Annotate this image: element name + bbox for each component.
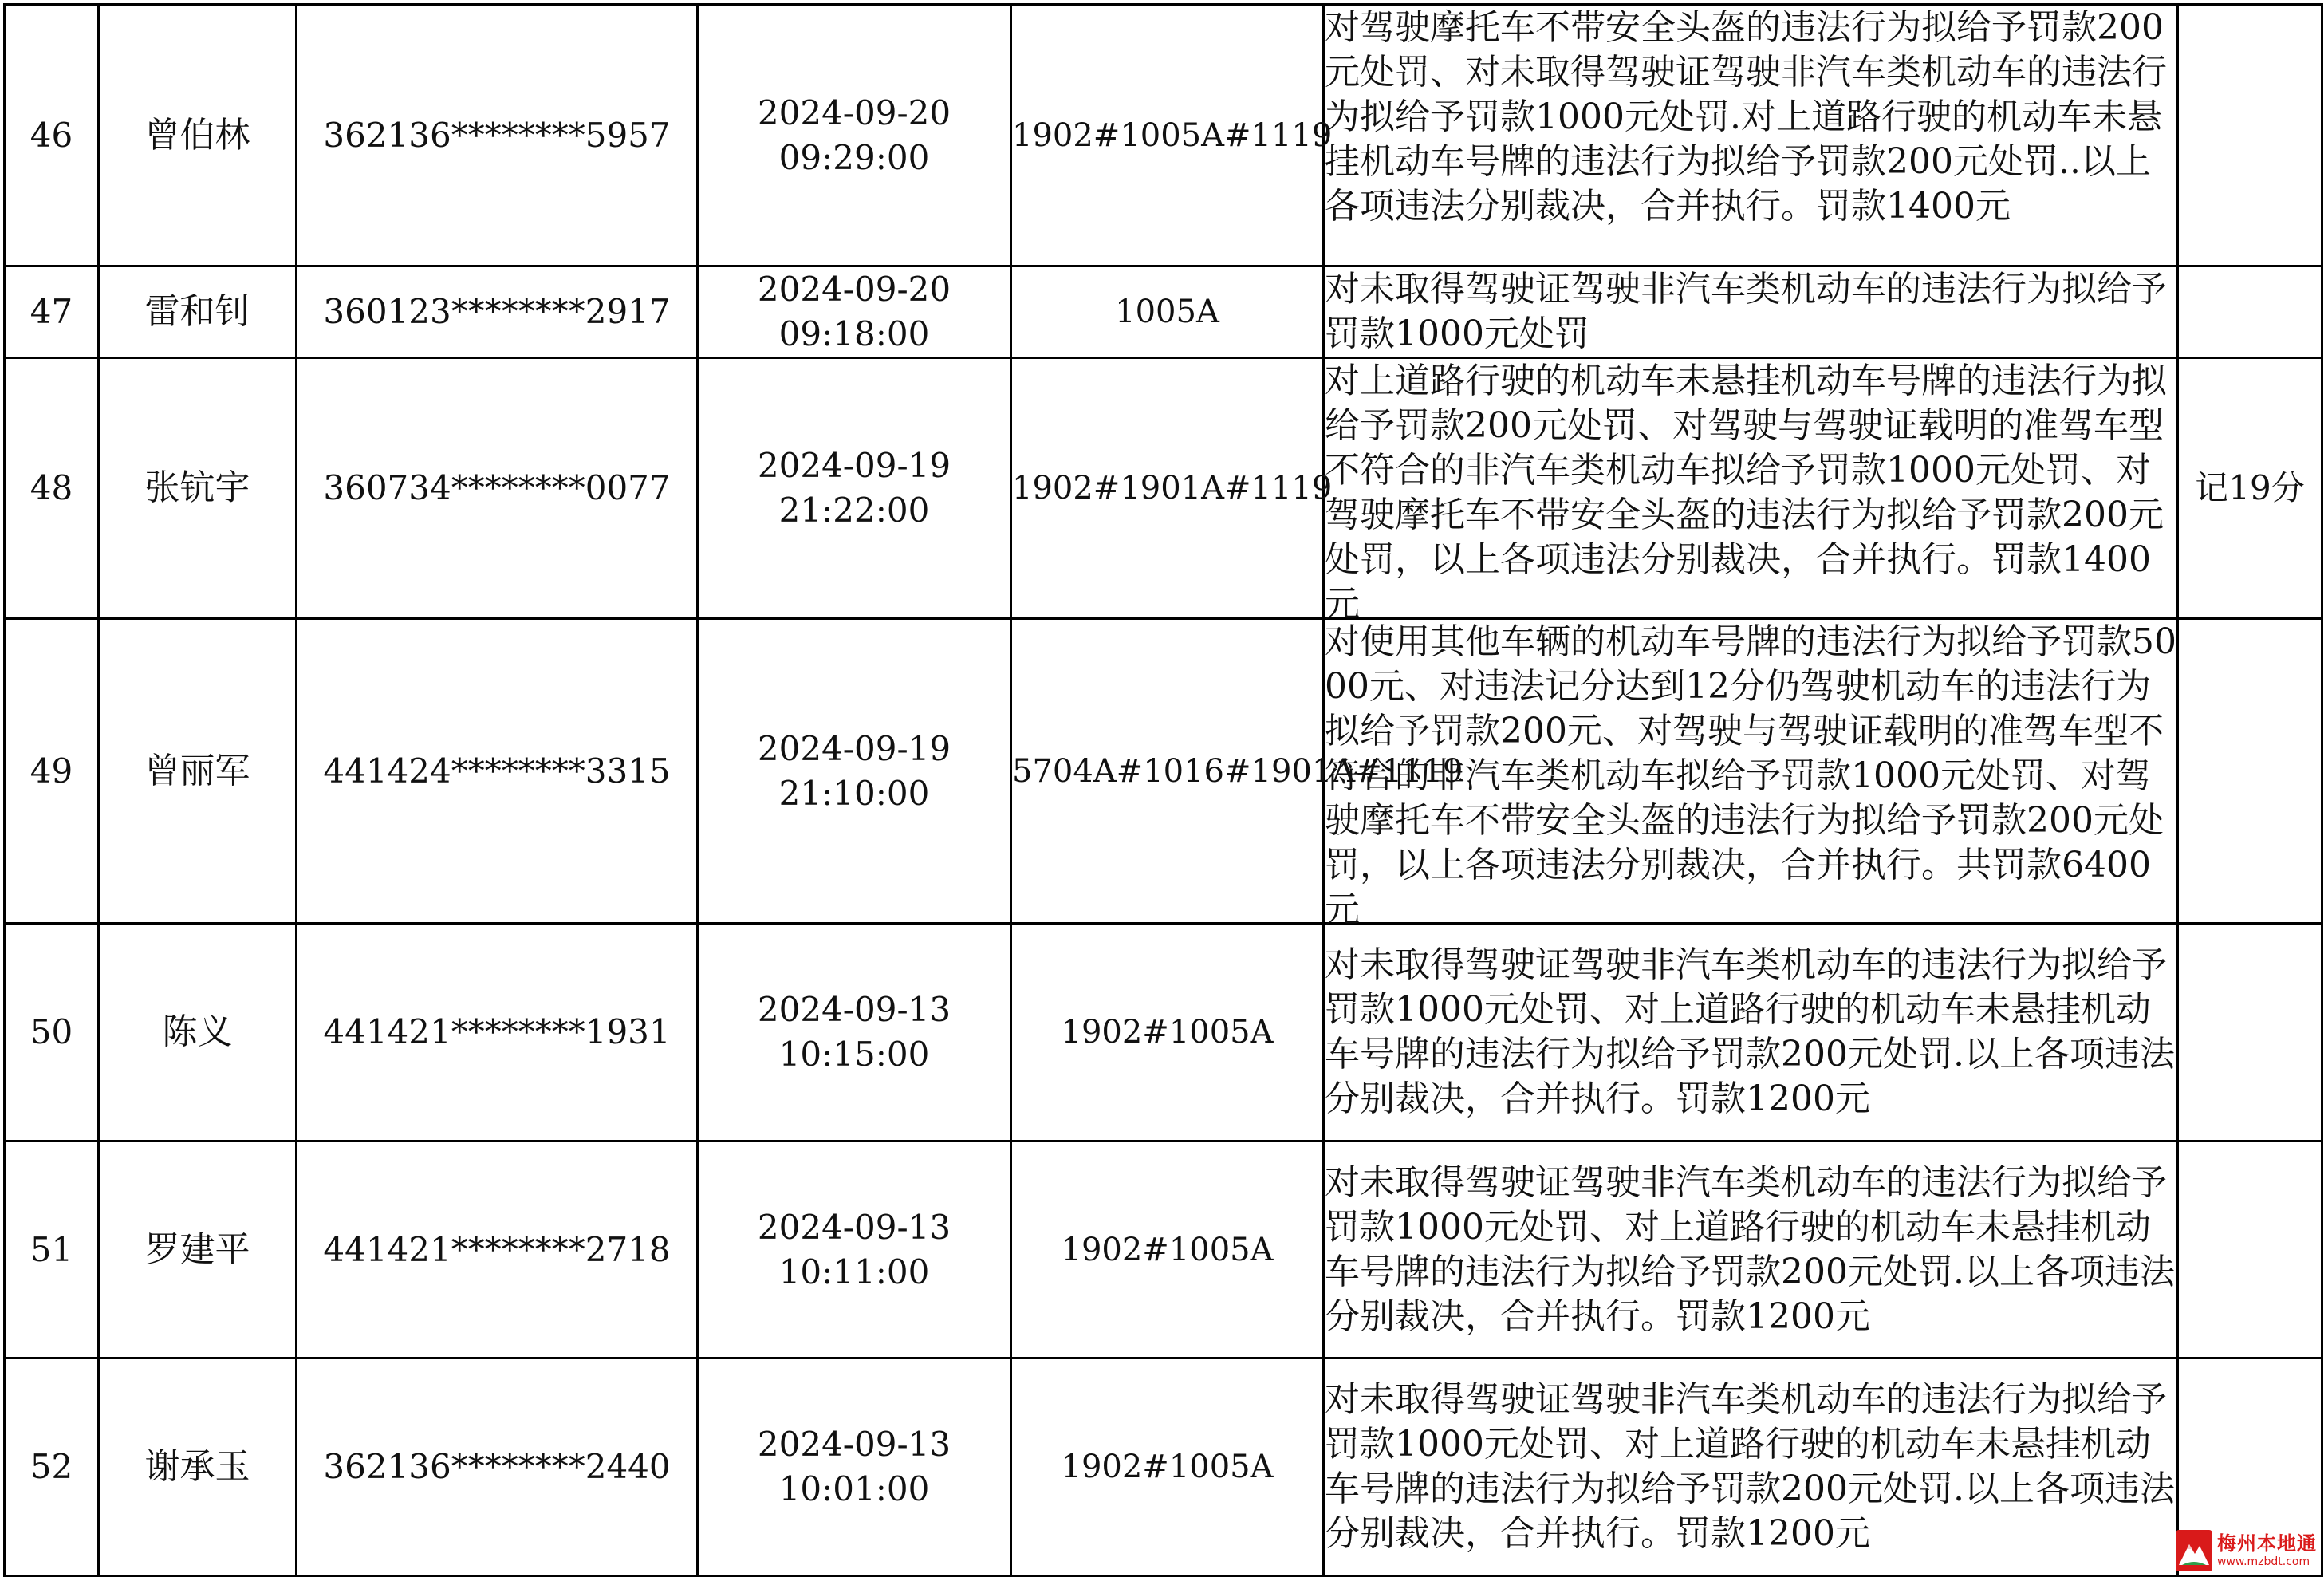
watermark-url: www.mzbdt.com (2217, 1555, 2310, 1568)
violation-date: 2024-09-20 (757, 93, 951, 132)
record-row-49 (5, 619, 2322, 924)
penalty-points: 记19分 (2178, 358, 2322, 619)
id-number: 441421********2718 (297, 1141, 698, 1358)
penalty-description: 对未取得驾驶证驾驶非汽车类机动车的违法行为拟给予罚款1000元处罚、对上道路行驶的机动车未悬挂机动车号牌的违法行为拟给予罚款200元处罚.以上各项违法分别裁决，合并执行。罚款1200元 (1325, 944, 2175, 1119)
violation-clock: 10:15:00 (778, 1035, 930, 1074)
id-number: 360734********0077 (297, 358, 698, 619)
violation-clock: 10:01:00 (778, 1469, 930, 1508)
site-watermark (2176, 1528, 2322, 1574)
person-name: 曾丽军 (99, 619, 297, 924)
penalty-records-table (3, 3, 2323, 1577)
violation-time (698, 5, 1011, 266)
id-number: 441424********3315 (297, 619, 698, 924)
penalty-description: 对未取得驾驶证驾驶非汽车类机动车的违法行为拟给予罚款1000元处罚 (1325, 269, 2167, 354)
record-row-50 (5, 924, 2322, 1141)
violation-date: 2024-09-19 (757, 446, 951, 485)
penalty-points (2178, 1141, 2322, 1358)
penalty-points (2178, 5, 2322, 266)
record-row-46 (5, 5, 2322, 266)
person-name: 罗建平 (99, 1141, 297, 1358)
person-name: 张钪宇 (99, 358, 297, 619)
seq-number: 49 (5, 619, 99, 924)
violation-codes: 1902#1005A (1011, 1141, 1324, 1358)
seq-number: 51 (5, 1141, 99, 1358)
record-row-48 (5, 358, 2322, 619)
penalty-points (2178, 266, 2322, 358)
penalty-description: 对未取得驾驶证驾驶非汽车类机动车的违法行为拟给予罚款1000元处罚、对上道路行驶的机动车未悬挂机动车号牌的违法行为拟给予罚款200元处罚.以上各项违法分别裁决，合并执行。罚款1200元 (1325, 1379, 2175, 1554)
seq-number: 48 (5, 358, 99, 619)
id-number: 362136********2440 (297, 1358, 698, 1576)
penalty-description-cell (1324, 5, 2178, 266)
violation-time (698, 358, 1011, 619)
violation-time (698, 619, 1011, 924)
record-row-52 (5, 1358, 2322, 1576)
person-name: 曾伯林 (99, 5, 297, 266)
penalty-description: 对未取得驾驶证驾驶非汽车类机动车的违法行为拟给予罚款1000元处罚、对上道路行驶的机动车未悬挂机动车号牌的违法行为拟给予罚款200元处罚.以上各项违法分别裁决，合并执行。罚款1200元 (1325, 1161, 2175, 1337)
penalty-description-cell (1324, 619, 2178, 930)
id-number: 362136********5957 (297, 5, 698, 266)
violation-date: 2024-09-13 (757, 990, 951, 1029)
violation-codes: 1902#1005A (1011, 1358, 1324, 1576)
id-number: 360123********2917 (297, 266, 698, 358)
violation-date: 2024-09-20 (757, 270, 951, 309)
penalty-description-cell (1324, 1141, 2178, 1358)
violation-clock: 21:10:00 (778, 773, 930, 813)
seq-number: 47 (5, 266, 99, 358)
violation-codes: 5704A#1016#1901A#1119 (1011, 619, 1324, 924)
violation-date: 2024-09-19 (757, 728, 951, 768)
violation-time (698, 1358, 1011, 1576)
violation-clock: 09:29:00 (778, 137, 930, 177)
violation-date: 2024-09-13 (757, 1207, 951, 1247)
record-row-47 (5, 266, 2322, 358)
penalty-points (2178, 924, 2322, 1141)
violation-clock: 21:22:00 (778, 491, 930, 530)
seq-number: 52 (5, 1358, 99, 1576)
seq-number: 46 (5, 5, 99, 266)
penalty-description-cell (1324, 924, 2178, 1141)
seq-number: 50 (5, 924, 99, 1141)
person-name: 陈义 (99, 924, 297, 1141)
violation-time (698, 266, 1011, 358)
violation-codes: 1005A (1011, 266, 1324, 358)
penalty-description-cell (1324, 266, 2178, 358)
penalty-description: 对上道路行驶的机动车未悬挂机动车号牌的违法行为拟给予罚款200元处罚、对驾驶与驾驶证载明的准驾车型不符合的非汽车类机动车拟给予罚款1000元处罚、对驾驶摩托车不带安全头盔的违法行为拟给予罚款200元处罚，以上各项违法分别裁决，合并执行。罚款1400元 (1325, 361, 2167, 625)
penalty-points (2178, 619, 2322, 924)
violation-codes: 1902#1005A#1119 (1011, 5, 1324, 266)
penalty-description: 对使用其他车辆的机动车号牌的违法行为拟给予罚款5000元、对违法记分达到12分仍驾驶机动车的违法行为拟给予罚款200元、对驾驶与驾驶证载明的准驾车型不符合的非汽车类机动车拟给予罚款1000元处罚、对驾驶摩托车不带安全头盔的违法行为拟给予罚款200元处罚，以上各项违法分别裁决，合并执行。共罚款6400元 (1325, 621, 2176, 930)
violation-clock: 09:18:00 (778, 314, 930, 353)
violation-time (698, 924, 1011, 1141)
record-row-51 (5, 1141, 2322, 1358)
violation-codes: 1902#1005A (1011, 924, 1324, 1141)
person-name: 雷和钊 (99, 266, 297, 358)
violation-clock: 10:11:00 (778, 1252, 930, 1291)
person-name: 谢承玉 (99, 1358, 297, 1576)
penalty-description-cell (1324, 358, 2178, 625)
violation-time (698, 1141, 1011, 1358)
violation-date: 2024-09-13 (757, 1425, 951, 1464)
id-number: 441421********1931 (297, 924, 698, 1141)
violation-codes: 1902#1901A#1119 (1011, 358, 1324, 619)
penalty-description: 对驾驶摩托车不带安全头盔的违法行为拟给予罚款200元处罚、对未取得驾驶证驾驶非汽车类机动车的违法行为拟给予罚款1000元处罚.对上道路行驶的机动车未悬挂机动车号牌的违法行为拟给予罚款200元处罚..以上各项违法分别裁决，合并执行。罚款1400元 (1325, 7, 2167, 227)
watermark-site-name: 梅州本地通 (2217, 1532, 2317, 1555)
penalty-description-cell (1324, 1358, 2178, 1576)
watermark-text (2217, 1534, 2317, 1567)
mountain-logo-icon (2176, 1530, 2212, 1571)
